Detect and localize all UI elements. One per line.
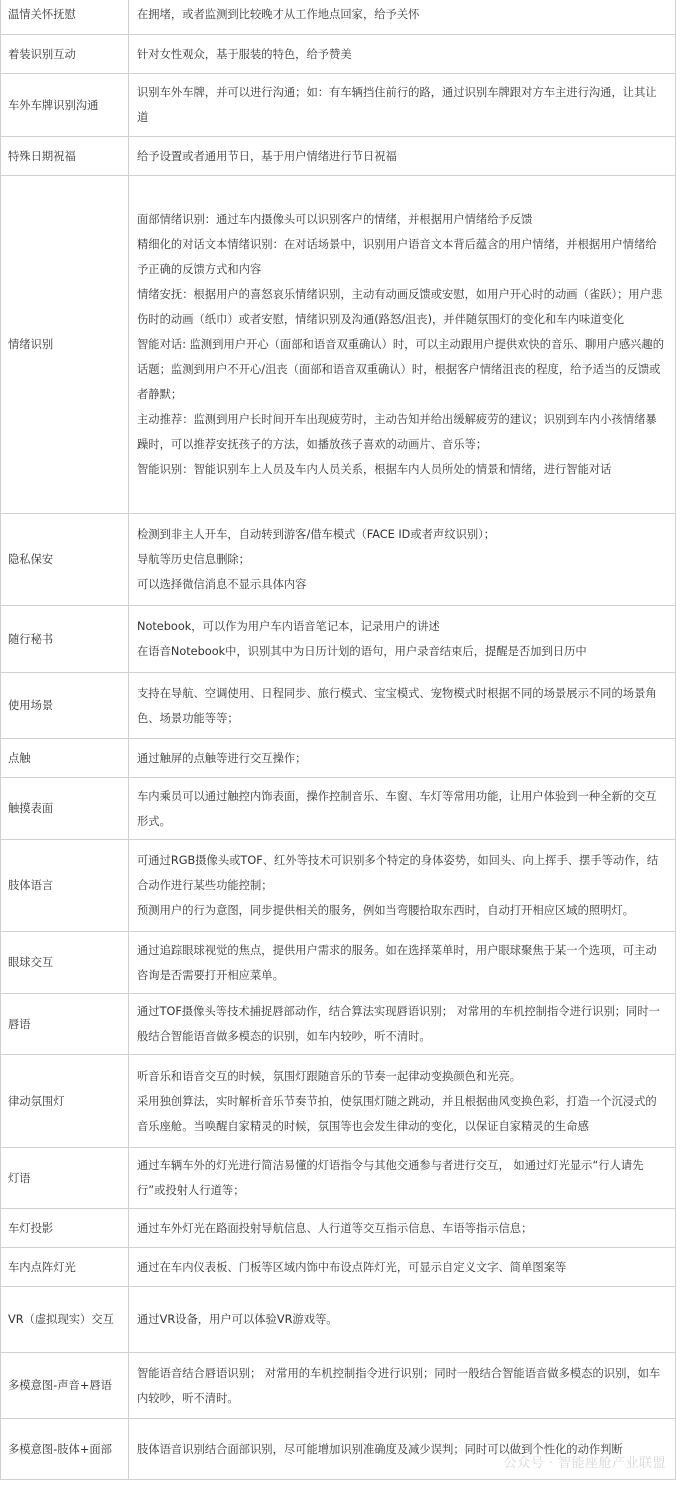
description-line: 通过VR设备，用户可以体验VR游戏等。 xyxy=(137,1313,338,1326)
feature-name: 特殊日期祝福 xyxy=(1,137,129,176)
description-line: 通过车外灯光在路面投射导航信息、人行道等交互指示信息、车语等指示信息； xyxy=(137,1221,533,1235)
feature-description xyxy=(129,1055,676,1148)
description-line: 检测到非主人开车，自动转到游客/借车模式（FACE ID或者声纹识别）； xyxy=(137,528,496,541)
feature-name: 车灯投影 xyxy=(1,1209,129,1248)
description-line: 在拥堵，或者监测到比较晚才从工作地点回家，给予关怀 xyxy=(137,8,420,21)
feature-description xyxy=(129,35,676,74)
description-line: 通过车辆车外的灯光进行简洁易懂的灯语指令与其他交通参与者进行交互， 如通过灯光显示“行人请先行”或投射人行道等； xyxy=(137,1159,644,1197)
feature-name: 车内点阵灯光 xyxy=(1,1248,129,1287)
table-row xyxy=(1,840,676,932)
description-line: 可通过RGB摄像头或TOF、红外等技术可识别多个特定的身体姿势，如回头、向上挥手、摆手等动作，结合动作进行某些功能控制； xyxy=(137,854,659,892)
description-line: 情绪安抚：根据用户的喜怒哀乐情绪识别，主动有动画反馈或安慰，如用户开心时的动画（雀跃）；用户悲伤时的动画（纸巾）或者安慰，情绪识别及沟通(路怒/沮丧)，并伴随氛围灯的变化和车内味道变化 xyxy=(137,288,663,326)
feature-name: 律动氛围灯 xyxy=(1,1055,129,1148)
table-row xyxy=(1,739,676,778)
description-line: 在语音Notebook中，识别其中为日历计划的语句，用户录音结束后，提醒是否加到日历中 xyxy=(137,645,587,658)
table-row xyxy=(1,514,676,606)
description-line: 针对女性观众，基于服装的特色，给予赞美 xyxy=(137,47,352,61)
description-line: Notebook，可以作为用户车内语音笔记本，记录用户的讲述 xyxy=(137,620,440,633)
feature-description xyxy=(129,1287,676,1353)
feature-description xyxy=(129,778,676,840)
table-row xyxy=(1,74,676,137)
description-line: 采用独创算法，实时解析音乐节奏节拍，使氛围灯随之跳动，并且根据曲风变换色彩，打造一个沉浸式的音乐座舱。当唤醒自家精灵的时候，氛围等也会发生律动的变化，以保证自家精灵的生命感 xyxy=(137,1094,657,1133)
table-row xyxy=(1,1353,676,1419)
feature-table-body xyxy=(1,0,676,1480)
description-line: 导航等历史信息删除； xyxy=(137,553,250,566)
feature-name: 情绪识别 xyxy=(1,176,129,514)
table-row xyxy=(1,1248,676,1287)
feature-description xyxy=(129,1419,676,1480)
feature-name: 隐私保安 xyxy=(1,514,129,606)
description-line: 通过TOF摄像头等技术捕捉唇部动作，结合算法实现唇语识别； 对常用的车机控制指令进行识别；同时一般结合智能语音做多模态的识别，如车内较吵，听不清时。 xyxy=(137,1005,660,1043)
description-line: 智能识别：智能识别车上人员及车内人员关系，根据车内人员所处的情景和情绪，进行智能对话 xyxy=(137,463,612,476)
feature-description xyxy=(129,673,676,739)
description-line: 肢体语音识别结合面部识别，尽可能增加识别准确度及减少误判；同时可以做到个性化的动作判断 xyxy=(137,1442,623,1456)
table-row xyxy=(1,1287,676,1353)
feature-description xyxy=(129,514,676,606)
description-line: 智能对话: 监测到用户开心（面部和语音双重确认）时，可以主动跟用户提供欢快的音乐、聊用户感兴趣的话题；监测到用户不开心/沮丧（面部和语音双重确认）时，根据客户情绪沮丧的程度，给予适当的反馈或者静默； xyxy=(137,338,665,401)
description-line: 听音乐和语音交互的时候，氛围灯跟随音乐的节奏一起律动变换颜色和光亮。 xyxy=(137,1069,522,1083)
description-line: 主动推荐：监测到用户长时间开车出现疲劳时，主动告知并给出缓解疲劳的建议；识别到车内小孩情绪暴躁时，可以推荐安抚孩子的方法，如播放孩子喜欢的动画片、音乐等； xyxy=(137,413,657,451)
feature-name: 随行秘书 xyxy=(1,606,129,673)
feature-description xyxy=(129,932,676,994)
feature-description xyxy=(129,606,676,673)
feature-name: 着装识别互动 xyxy=(1,35,129,74)
feature-name: 眼球交互 xyxy=(1,932,129,994)
feature-description xyxy=(129,176,676,514)
description-line: 车内乘员可以通过触控内饰表面，操作控制音乐、车窗、车灯等常用功能，让用户体验到一种全新的交互形式。 xyxy=(137,789,657,828)
feature-name: 灯语 xyxy=(1,1148,129,1209)
feature-name: 使用场景 xyxy=(1,673,129,739)
feature-name: 温情关怀抚慰 xyxy=(1,0,129,35)
feature-description xyxy=(129,994,676,1055)
table-row xyxy=(1,606,676,673)
table-row xyxy=(1,1209,676,1248)
feature-description xyxy=(129,1353,676,1419)
feature-name: 多模意图-肢体+面部 xyxy=(1,1419,129,1480)
watermark: 公众号 · 智能座舱产业联盟 xyxy=(503,1456,666,1471)
table-row xyxy=(1,994,676,1055)
feature-description xyxy=(129,840,676,932)
feature-description xyxy=(129,1248,676,1287)
table-row xyxy=(1,673,676,739)
feature-name: 触摸表面 xyxy=(1,778,129,840)
feature-name: VR（虚拟现实）交互 xyxy=(1,1287,129,1353)
table-row xyxy=(1,137,676,176)
table-row xyxy=(1,1148,676,1209)
description-line: 精细化的对话文本情绪识别：在对话场景中，识别用户语音文本背后蕴含的用户情绪，并根据用户情绪给予正确的反馈方式和内容 xyxy=(137,238,657,276)
feature-name: 多模意图-声音+唇语 xyxy=(1,1353,129,1419)
description-line: 支持在导航、空调使用、日程同步、旅行模式、宝宝模式、宠物模式时根据不同的场景展示不同的场景角色、场景功能等等； xyxy=(137,686,657,725)
feature-description xyxy=(129,739,676,778)
description-line: 给予设置或者通用节日，基于用户情绪进行节日祝福 xyxy=(137,149,397,163)
table-row xyxy=(1,1055,676,1148)
feature-description xyxy=(129,0,676,35)
description-line: 可以选择微信消息不显示具体内容 xyxy=(137,578,307,591)
feature-description xyxy=(129,74,676,137)
description-line: 智能语音结合唇语识别； 对常用的车机控制指令进行识别；同时一般结合智能语音做多模态的识别，如车内较吵，听不清时。 xyxy=(137,1366,661,1405)
table-row xyxy=(1,0,676,35)
feature-description xyxy=(129,137,676,176)
description-line: 通过在车内仪表板、门板等区域内饰中布设点阵灯光，可显示自定义文字、简单图案等 xyxy=(137,1260,567,1274)
description-line: 预测用户的行为意图，同步提供相关的服务，例如当弯腰拾取东西时，自动打开相应区域的照明灯。 xyxy=(137,904,635,917)
feature-name: 唇语 xyxy=(1,994,129,1055)
description-line: 识别车外车牌，并可以进行沟通；如：有车辆挡住前行的路，通过识别车牌跟对方车主进行沟通，让其让道 xyxy=(137,86,657,124)
feature-description xyxy=(129,1148,676,1209)
description-line: 通过追踪眼球视觉的焦点，提供用户需求的服务。如在选择菜单时，用户眼球聚焦于某一个选项，可主动咨询是否需要打开相应菜单。 xyxy=(137,943,657,982)
feature-name: 车外车牌识别沟通 xyxy=(1,74,129,137)
description-line: 通过触屏的点触等进行交互操作； xyxy=(137,751,307,765)
table-row xyxy=(1,176,676,514)
description-line: 面部情绪识别：通过车内摄像头可以识别客户的情绪，并根据用户情绪给予反馈 xyxy=(137,213,533,226)
table-row xyxy=(1,932,676,994)
table-row xyxy=(1,1419,676,1480)
feature-name: 点触 xyxy=(1,739,129,778)
feature-name: 肢体语言 xyxy=(1,840,129,932)
table-row xyxy=(1,35,676,74)
table-row xyxy=(1,778,676,840)
feature-description xyxy=(129,1209,676,1248)
